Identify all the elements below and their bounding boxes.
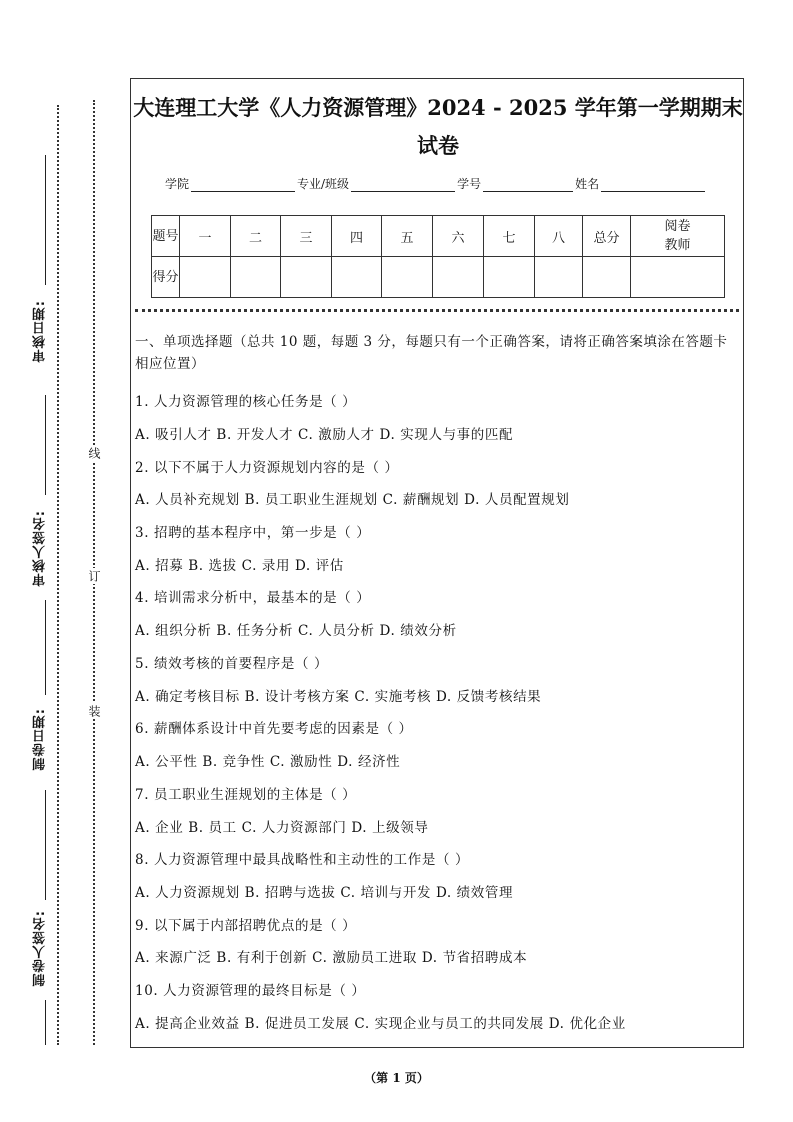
binding-char-xian: 线 [87, 447, 101, 459]
question-text: 4. 培训需求分析中，最基本的是（ ） [135, 590, 371, 606]
info-label-student-id: 学号 [457, 177, 482, 191]
score-cell[interactable] [583, 257, 631, 298]
score-col-header: 三 [281, 216, 332, 257]
major-class-field[interactable] [351, 177, 455, 192]
score-col-header: 五 [382, 216, 433, 257]
score-cell[interactable] [484, 257, 535, 298]
info-label-name: 姓名 [575, 177, 600, 191]
score-col-header: 八 [535, 216, 583, 257]
section-heading: 一、单项选择题（总共 10 题，每题 3 分，每题只有一个正确答案，请将正确答案填涂在答题卡相应位置） [135, 334, 728, 372]
review-date-label: 审核日期: [33, 300, 48, 363]
score-cell[interactable] [631, 257, 725, 298]
score-cell[interactable] [433, 257, 484, 298]
question-text: 8. 人力资源管理中最具战略性和主动性的工作是（ ） [135, 852, 470, 868]
signature-line [45, 600, 46, 695]
question-text: 6. 薪酬体系设计中首先要考虑的因素是（ ） [135, 721, 413, 737]
exam-title: 大连理工大学《人力资源管理》2024 - 2025 学年第一学期期末试卷 [133, 95, 743, 158]
score-row1-label: 题号 [152, 216, 180, 257]
score-col-header: 四 [332, 216, 382, 257]
question-text: 7. 员工职业生涯规划的主体是（ ） [135, 787, 357, 803]
signature-line [45, 155, 46, 285]
binding-char-zhuang: 装 [87, 705, 101, 717]
question-options: A. 招募 B. 选拔 C. 录用 D. 评估 [135, 558, 344, 574]
signature-line [45, 1000, 46, 1045]
score-col-header: 二 [231, 216, 281, 257]
score-cell[interactable] [382, 257, 433, 298]
binding-char-ding: 订 [87, 570, 101, 582]
section-separator [135, 309, 739, 312]
question-options: A. 提高企业效益 B. 促进员工发展 C. 实现企业与员工的共同发展 D. 优化企业 [135, 1016, 626, 1032]
signature-line [45, 395, 46, 495]
student-id-field[interactable] [483, 177, 573, 192]
score-col-header: 一 [180, 216, 231, 257]
question-options: A. 确定考核目标 B. 设计考核方案 C. 实施考核 D. 反馈考核结果 [135, 689, 542, 705]
score-col-header: 总分 [583, 216, 631, 257]
score-cell[interactable] [231, 257, 281, 298]
score-col-header: 阅卷教师 [631, 216, 725, 257]
question-options: A. 人员补充规划 B. 员工职业生涯规划 C. 薪酬规划 D. 人员配置规划 [135, 492, 570, 508]
question-text: 3. 招聘的基本程序中，第一步是（ ） [135, 525, 371, 541]
info-label-college: 学院 [165, 177, 190, 191]
make-date-label: 制卷日期: [33, 708, 48, 771]
question-text: 1. 人力资源管理的核心任务是（ ） [135, 394, 357, 410]
signature-line [45, 790, 46, 900]
maker-signature-label: 制卷人签名: [33, 910, 48, 987]
question-options: A. 吸引人才 B. 开发人才 C. 激励人才 D. 实现人与事的匹配 [135, 427, 514, 443]
score-cell[interactable] [180, 257, 231, 298]
score-col-header: 六 [433, 216, 484, 257]
question-text: 5. 绩效考核的首要程序是（ ） [135, 656, 329, 672]
page-number: （第 1 页） [364, 1071, 429, 1085]
question-options: A. 组织分析 B. 任务分析 C. 人员分析 D. 绩效分析 [135, 623, 457, 639]
question-text: 2. 以下不属于人力资源规划内容的是（ ） [135, 460, 399, 476]
score-cell[interactable] [332, 257, 382, 298]
reviewer-signature-label: 审核人签名: [33, 510, 48, 587]
question-options: A. 公平性 B. 竞争性 C. 激励性 D. 经济性 [135, 754, 401, 770]
student-info-row [165, 175, 707, 192]
college-field[interactable] [191, 177, 295, 192]
question-options: A. 人力资源规划 B. 招聘与选拔 C. 培训与开发 D. 绩效管理 [135, 885, 514, 901]
info-label-major: 专业/班级 [297, 177, 350, 191]
name-field[interactable] [601, 177, 705, 192]
question-text: 10. 人力资源管理的最终目标是（ ） [135, 983, 366, 999]
exam-frame [130, 78, 744, 1048]
question-options: A. 企业 B. 员工 C. 人力资源部门 D. 上级领导 [135, 820, 429, 836]
score-cell[interactable] [535, 257, 583, 298]
question-text: 9. 以下属于内部招聘优点的是（ ） [135, 918, 357, 934]
score-col-header: 七 [484, 216, 535, 257]
question-options: A. 来源广泛 B. 有利于创新 C. 激励员工进取 D. 节省招聘成本 [135, 950, 528, 966]
score-row2-label: 得分 [152, 257, 180, 298]
score-cell[interactable] [281, 257, 332, 298]
binding-dotted-line [57, 105, 59, 1045]
score-table [151, 215, 725, 298]
